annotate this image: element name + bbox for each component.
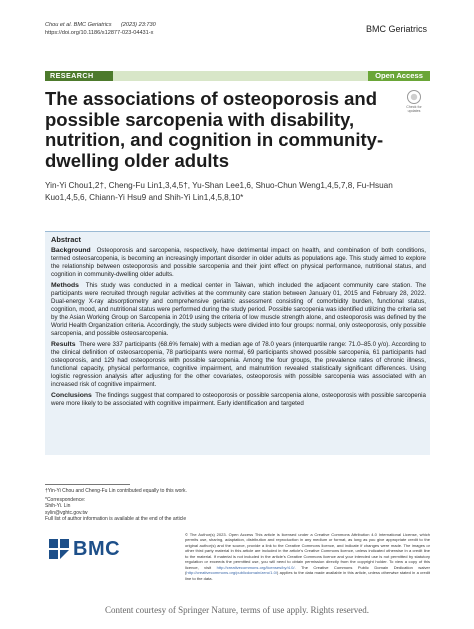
conclusions-text: The findings suggest that compared to osteoporosis or possible sarcopenia alone, osteoporosis with possible sarcopenia were more likely to be associated with cognitive impairment. Early identification and targeted bbox=[51, 392, 427, 407]
author-info-note: Full list of author information is available at the end of the article bbox=[45, 515, 187, 522]
methods-text: This study was conducted in a medical center in Taiwan, which included the adjacent community care station. The participants were recruited through regular activities at the community care station between January 01, 2015 and February 28, 2022. Dual-energy X-ray absorptiometry and comprehensive geriatric assessment consisting of comorbidity burden, functional status, cognition, mood, and nutritional status were performed during the study period. Possible sarcopenia was identified utilizing the criteria set by the Asian Working Group on Sarcopenia in 2019 using the criteria of low muscle strength alone, and osteoporosis was defined by the World Health Organization criteria. Accordingly, the study subjects were divided into four groups: normal, only osteoporosis, only possible sarcopenia, and possible osteosarcopenia. bbox=[51, 282, 427, 337]
license-text bbox=[185, 532, 430, 581]
equal-contribution-note: †Yin-Yi Chou and Cheng-Fu Lin contributed equally to this work. bbox=[45, 488, 187, 494]
open-access-label: Open Access bbox=[368, 71, 430, 81]
footnote-divider bbox=[45, 484, 130, 485]
bmc-logo bbox=[48, 538, 168, 560]
crossmark-button[interactable] bbox=[405, 90, 423, 113]
abstract-background bbox=[51, 247, 426, 279]
citation-year: (2023) 23:730 bbox=[120, 22, 156, 28]
research-label: RESEARCH bbox=[45, 71, 113, 81]
courtesy-watermark: Content courtesy of Springer Nature, terms of use apply. Rights reserved. bbox=[104, 605, 370, 615]
citation-journal: Chou et al. BMC Geriatrics bbox=[45, 22, 112, 28]
license-part-3: ) applies to the data made available in this article, unless otherwise stated in a credit line to the data. bbox=[185, 570, 430, 581]
article-type-banner bbox=[45, 71, 430, 81]
correspondence-label: *Correspondence: bbox=[45, 497, 86, 504]
crossmark-label: Check for updates bbox=[406, 105, 422, 113]
license-link[interactable]: http://creativecommons.org/licenses/by/4.0/ bbox=[216, 564, 295, 570]
abstract-methods bbox=[51, 282, 426, 338]
abstract-heading: Abstract bbox=[51, 235, 81, 244]
conclusions-label: Conclusions bbox=[51, 392, 92, 399]
footnotes bbox=[45, 484, 187, 522]
background-label: Background bbox=[51, 247, 91, 254]
results-label: Results bbox=[51, 341, 76, 348]
correspondence-name: Shih-Yi. Lin bbox=[45, 503, 71, 510]
abstract-box bbox=[45, 231, 430, 455]
article-title: The associations of osteoporosis and possible sarcopenia with disability, nutrition, and cognition in community-dwelling older adults bbox=[45, 88, 384, 171]
correspondence-email[interactable]: sylin@vghtc.gov.tw bbox=[45, 509, 88, 516]
author-list: Yin-Yi Chou1,2†, Cheng-Fu Lin1,3,4,5†, Yu-Shan Lee1,6, Shuo-Chun Weng1,4,5,7,8, Fu-Hsuan Kuo1,4,5,6, Chiann-Yi Hsu9 and Shih-Yi Lin1,4,5,8,10* bbox=[45, 181, 393, 202]
crossmark-icon bbox=[407, 90, 421, 104]
abstract-conclusions bbox=[51, 392, 426, 408]
bmc-logo-icon bbox=[48, 538, 70, 560]
methods-label: Methods bbox=[51, 282, 79, 289]
license-part-1: © The Author(s) 2023. Open Access This article is licensed under a Creative Commons Attribution 4.0 International License, which permits use, sharing, adaptation, distribution and reproduction in any medium or format, as long as you give appropriate credit to the original author(s) and the source, provide a link to the Creative Commons licence, and indicate if changes were made. The images or other third party material in this article are included in the article's Creative Commons licence, unless indicated otherwise in a credit line to the material. If material is not included in the article's Creative Commons licence and your intended use is not permitted by statutory regulation or exceeds the permitted use, you will need to obtain permission directly from the copyright holder. To view a copy of this licence, visit bbox=[185, 532, 430, 570]
results-text: There were 337 participants (68.6% female) with a median age of 78.0 years (interquartile range: 71.0–85.0 y/o). According to the clinical definition of osteosarcopenia, 78 participants were normal, 69 participants showed possible sarcopenia, 61 participants had osteoporosis, and 129 had osteoporosis with possible sarcopenia. Among the four groups, the prevalence rates of chronic illness, functional capacity, physical performance, cognitive impairment, and malnutrition revealed statistically significant differences. Using logistic regression analysis after adjusting for the other covariates, osteoporosis with possible sarcopenia was associated with an increased risk of cognitive impairment. bbox=[51, 341, 427, 388]
public-domain-link[interactable]: http://creativecommons.org/publicdomain/zero/1.0/ bbox=[186, 570, 278, 576]
citation-block bbox=[45, 22, 156, 37]
doi-link[interactable]: https://doi.org/10.1186/s12877-023-04431-x bbox=[45, 29, 154, 36]
license-part-2: . The Creative Commons Public Domain Dedication waiver ( bbox=[185, 564, 430, 576]
bmc-logo-text: BMC bbox=[73, 538, 121, 560]
background-text: Osteoporosis and sarcopenia, respectively, have detrimental impact on health, and combination of both conditions, termed osteosarcopenia, is becoming an increasingly important disorder in older adults as populations age. This study aimed to explore the relationship between osteoporosis and possible sarcopenia and their joint effect on physical performance, nutritional status, and cognition in community-dwelling older adults. bbox=[51, 247, 426, 278]
abstract-results bbox=[51, 341, 426, 389]
journal-name: BMC Geriatrics bbox=[365, 24, 427, 34]
